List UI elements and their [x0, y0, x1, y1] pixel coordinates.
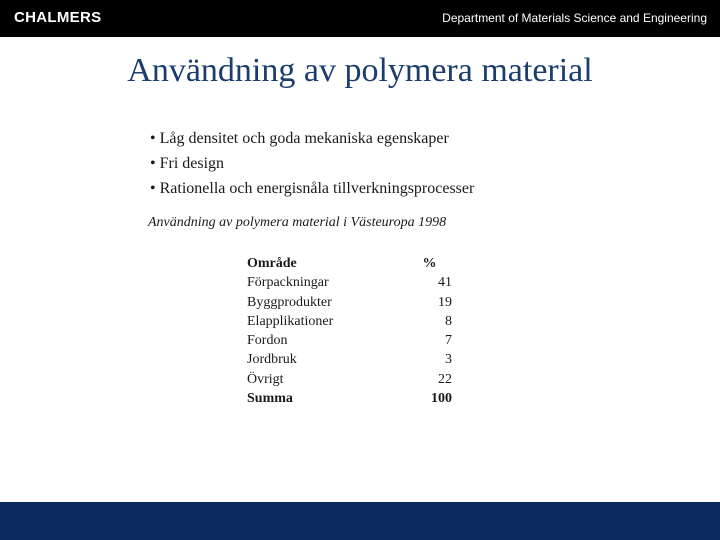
row-percent: 7	[445, 333, 452, 349]
table-caption: Användning av polymera material i Västeuropa 1998	[148, 215, 447, 230]
row-percent: 22	[438, 371, 452, 387]
slide-title: Användning av polymera material	[127, 52, 593, 89]
header-area: Område	[247, 256, 297, 271]
header-percent: %	[422, 256, 437, 271]
table-header-row	[247, 254, 452, 273]
department-name: Department of Materials Science and Engineering	[442, 11, 707, 25]
table-row	[247, 312, 452, 331]
bullet-list	[150, 126, 474, 201]
footer-bar	[0, 502, 720, 540]
table-total-row	[247, 389, 452, 408]
row-area: Fordon	[247, 333, 288, 349]
table-row	[247, 370, 452, 389]
header-bar	[0, 0, 720, 37]
total-percent: 100	[431, 391, 452, 407]
row-percent: 19	[438, 294, 452, 310]
table-row	[247, 331, 452, 350]
bullet-item: • Rationella och energisnåla tillverkningsprocesser	[150, 176, 474, 201]
row-percent: 41	[438, 275, 452, 291]
row-area: Elapplikationer	[247, 313, 334, 329]
table-row	[247, 273, 452, 292]
total-area: Summa	[247, 391, 293, 407]
table-row	[247, 293, 452, 312]
usage-table	[247, 254, 452, 408]
row-area: Förpackningar	[247, 275, 329, 291]
row-area: Jordbruk	[247, 352, 297, 368]
row-percent: 8	[445, 313, 452, 329]
bullet-item: • Fri design	[150, 151, 474, 176]
chalmers-logo: CHALMERS	[14, 9, 102, 26]
table-row	[247, 350, 452, 369]
bullet-item: • Låg densitet och goda mekaniska egenskaper	[150, 126, 474, 151]
row-area: Byggprodukter	[247, 294, 332, 310]
row-area: Övrigt	[247, 371, 284, 387]
row-percent: 3	[445, 352, 452, 368]
